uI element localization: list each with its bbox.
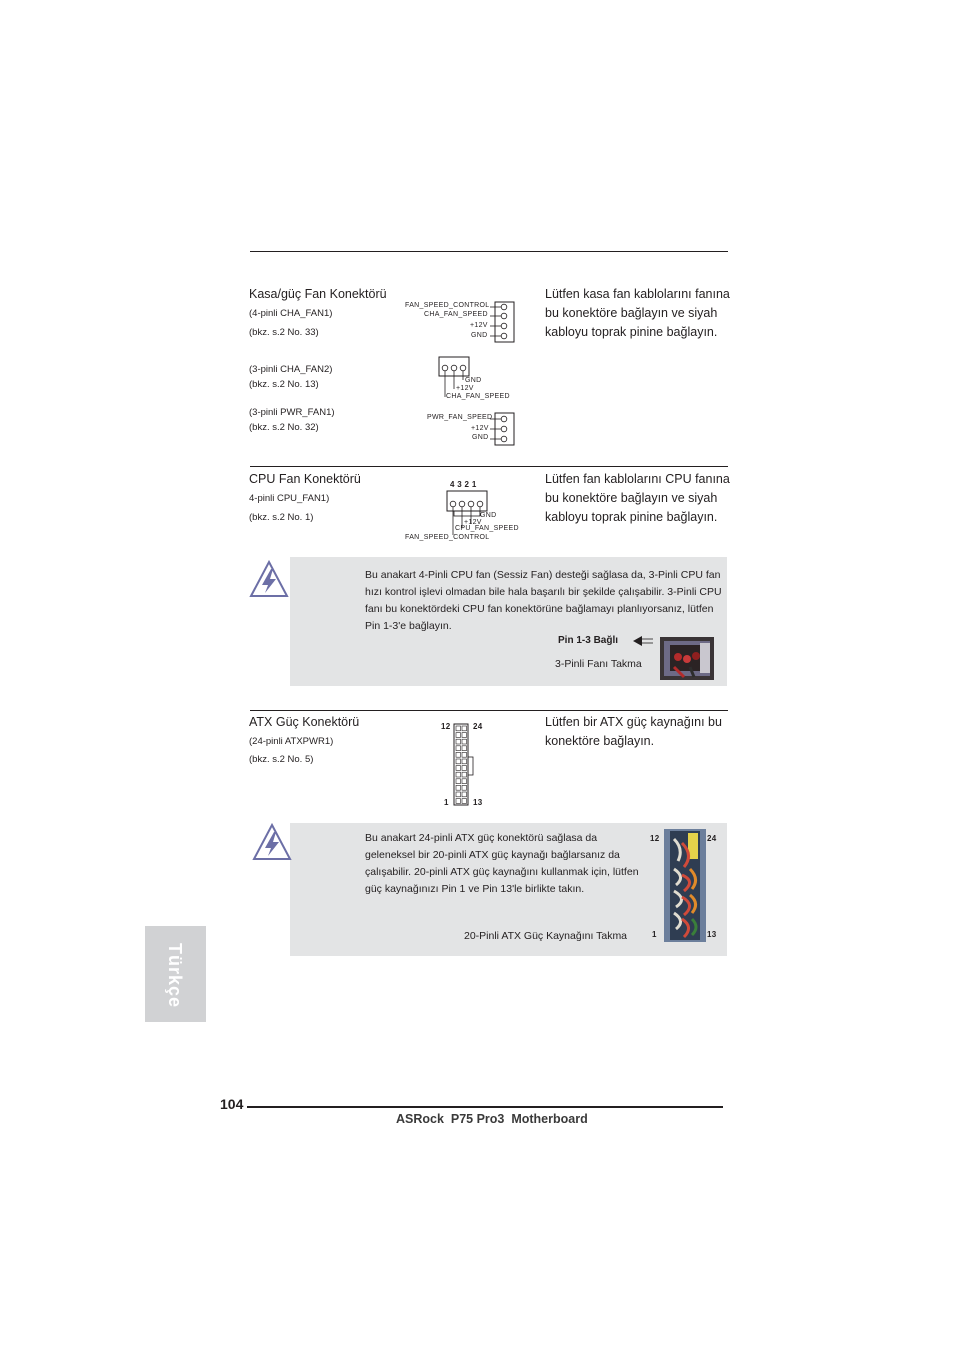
atx-pin [462,766,467,771]
atx-pin [456,759,461,764]
diag3-label-12v: +12V [471,425,489,432]
atx-note-text: Bu anakart 24-pinli ATX güç konektörü sağlasa da geleneksel bir 20-pinli ATX güç kaynağı bağlarsanız da çalışabilir. 20-pinli ATX güç kaynağını kullanmak için, lütfen güç kaynağınızı Pin 1 ve Pin 13'le birlikte takın. [365,832,639,895]
cpu-fan-description: Lütfen fan kablolarını CPU fanına bu konektöre bağlayın ve siyah kabloyu toprak pinine bağlayın. [545,472,730,525]
warning-icon-2 [252,823,292,861]
atx-diag-pin-24: 24 [473,722,483,731]
cpu-diag-label-cpu-fan-speed: CPU_FAN_SPEED [455,525,519,532]
atx-pin [456,772,461,777]
atx-pin [456,799,461,804]
arrow-left-icon [633,636,653,646]
atx-diag-pin-1: 1 [444,798,449,807]
cha-fan1-ref: (bkz. s.2 No. 33) [249,327,319,338]
language-side-tab-label: Türkçe [165,943,185,1009]
atx-diag-pin-13: 13 [473,798,483,807]
atx-diag-pin-12: 12 [441,722,451,731]
diag2-label-gnd: GND [465,377,482,384]
pwr-fan1-connector-diagram [490,412,516,446]
diag3-label-gnd: GND [472,434,489,441]
chassis-fan-description: Lütfen kasa fan kablolarını fanına bu konektöre bağlayın ve siyah kabloyu toprak pinine bağlayın. [545,287,730,340]
atx-pin [456,785,461,790]
cpu-fan-connector-photo [660,637,714,680]
cpu-fan-title: CPU Fan Konektörü [249,472,361,486]
atx-pin [462,779,467,784]
atx-power-connector-diagram [453,723,475,806]
atx-pin [462,752,467,757]
cpu-diag-label-fan-speed-control: FAN_SPEED_CONTROL [405,534,490,541]
atx-power-pins: (24-pinli ATXPWR1) [249,736,334,747]
footer-title: ASRock P75 Pro3 Motherboard [396,1112,588,1126]
atx-pin [456,746,461,751]
atx-power-ref: (bkz. s.2 No. 5) [249,754,314,765]
atx-pin [456,792,461,797]
diag1-label-cha-fan-speed: CHA_FAN_SPEED [424,311,488,318]
atx-pin [456,766,461,771]
warning-icon [249,560,289,598]
atx-photo-pin-13: 13 [707,930,717,939]
atx-pin [462,746,467,751]
atx-pin [456,752,461,757]
diag1-label-gnd: GND [471,332,488,339]
cpu-fan-pin-numbers: 4 3 2 1 [450,480,477,489]
atx-connector-photo [664,829,706,942]
atx-pin [462,759,467,764]
atx-power-title: ATX Güç Konektörü [249,715,360,729]
diag2-label-12v: +12V [456,385,474,392]
cha-fan1-connector-diagram [490,301,516,343]
atx-pin [456,733,461,738]
cha-fan1-pins: (4-pinli CHA_FAN1) [249,308,333,319]
atx-pin [462,772,467,777]
atx-power-description: Lütfen bir ATX güç kaynağını bu konektöre bağlayın. [545,715,722,749]
cpu-fan-rule [250,466,728,467]
atx-install-label: 20-Pinli ATX Güç Kaynağını Takma [464,930,628,942]
atx-photo-pin-1: 1 [652,930,657,939]
three-pin-fan-install-label: 3-Pinli Fanı Takma [555,658,642,670]
cpu-fan-note-text: Bu anakart 4-Pinli CPU fan (Sessiz Fan) desteği sağlasa da, 3-Pinli CPU fan hızı kontrol işlevi olmadan bile hala başarılı bir şekilde çalışabilir. 3-Pinli CPU fanı bu konektördeki CPU fan konektörüne bağlamayı planlıyorsanız, lütfen Pin 1-3'e bağlayın. [365,569,722,632]
diag3-label-pwr-fan-speed: PWR_FAN_SPEED [427,414,493,421]
footer-rule [247,1106,723,1108]
page-number: 104 [220,1096,244,1112]
atx-pin [462,799,467,804]
cha-fan2-ref: (bkz. s.2 No. 13) [249,379,319,390]
atx-rule [250,710,728,711]
top-rule [250,251,728,252]
cpu-fan-ref: (bkz. s.2 No. 1) [249,512,314,523]
pin-1-3-label: Pin 1-3 Bağlı [558,635,619,646]
atx-pin [462,792,467,797]
atx-pin [462,739,467,744]
atx-photo-pin-12: 12 [650,834,660,843]
cpu-diag-label-12v: +12V [464,519,482,526]
diag1-label-fan-speed-control: FAN_SPEED_CONTROL [405,302,490,309]
atx-pin [456,779,461,784]
diag2-label-cha-fan-speed: CHA_FAN_SPEED [446,393,510,400]
atx-photo-pin-24: 24 [707,834,717,843]
cha-fan2-pins: (3-pinli CHA_FAN2) [249,364,333,375]
chassis-fan-title: Kasa/güç Fan Konektörü [249,287,387,301]
diag1-label-12v: +12V [470,322,488,329]
atx-pin [462,733,467,738]
atx-pin [456,726,461,731]
atx-pin [462,726,467,731]
atx-pin [462,785,467,790]
cpu-fan-pins: 4-pinli CPU_FAN1) [249,493,330,504]
pwr-fan1-pins: (3-pinli PWR_FAN1) [249,407,335,418]
atx-pin [456,739,461,744]
pwr-fan1-ref: (bkz. s.2 No. 32) [249,422,319,433]
cpu-diag-label-gnd: GND [480,512,497,519]
